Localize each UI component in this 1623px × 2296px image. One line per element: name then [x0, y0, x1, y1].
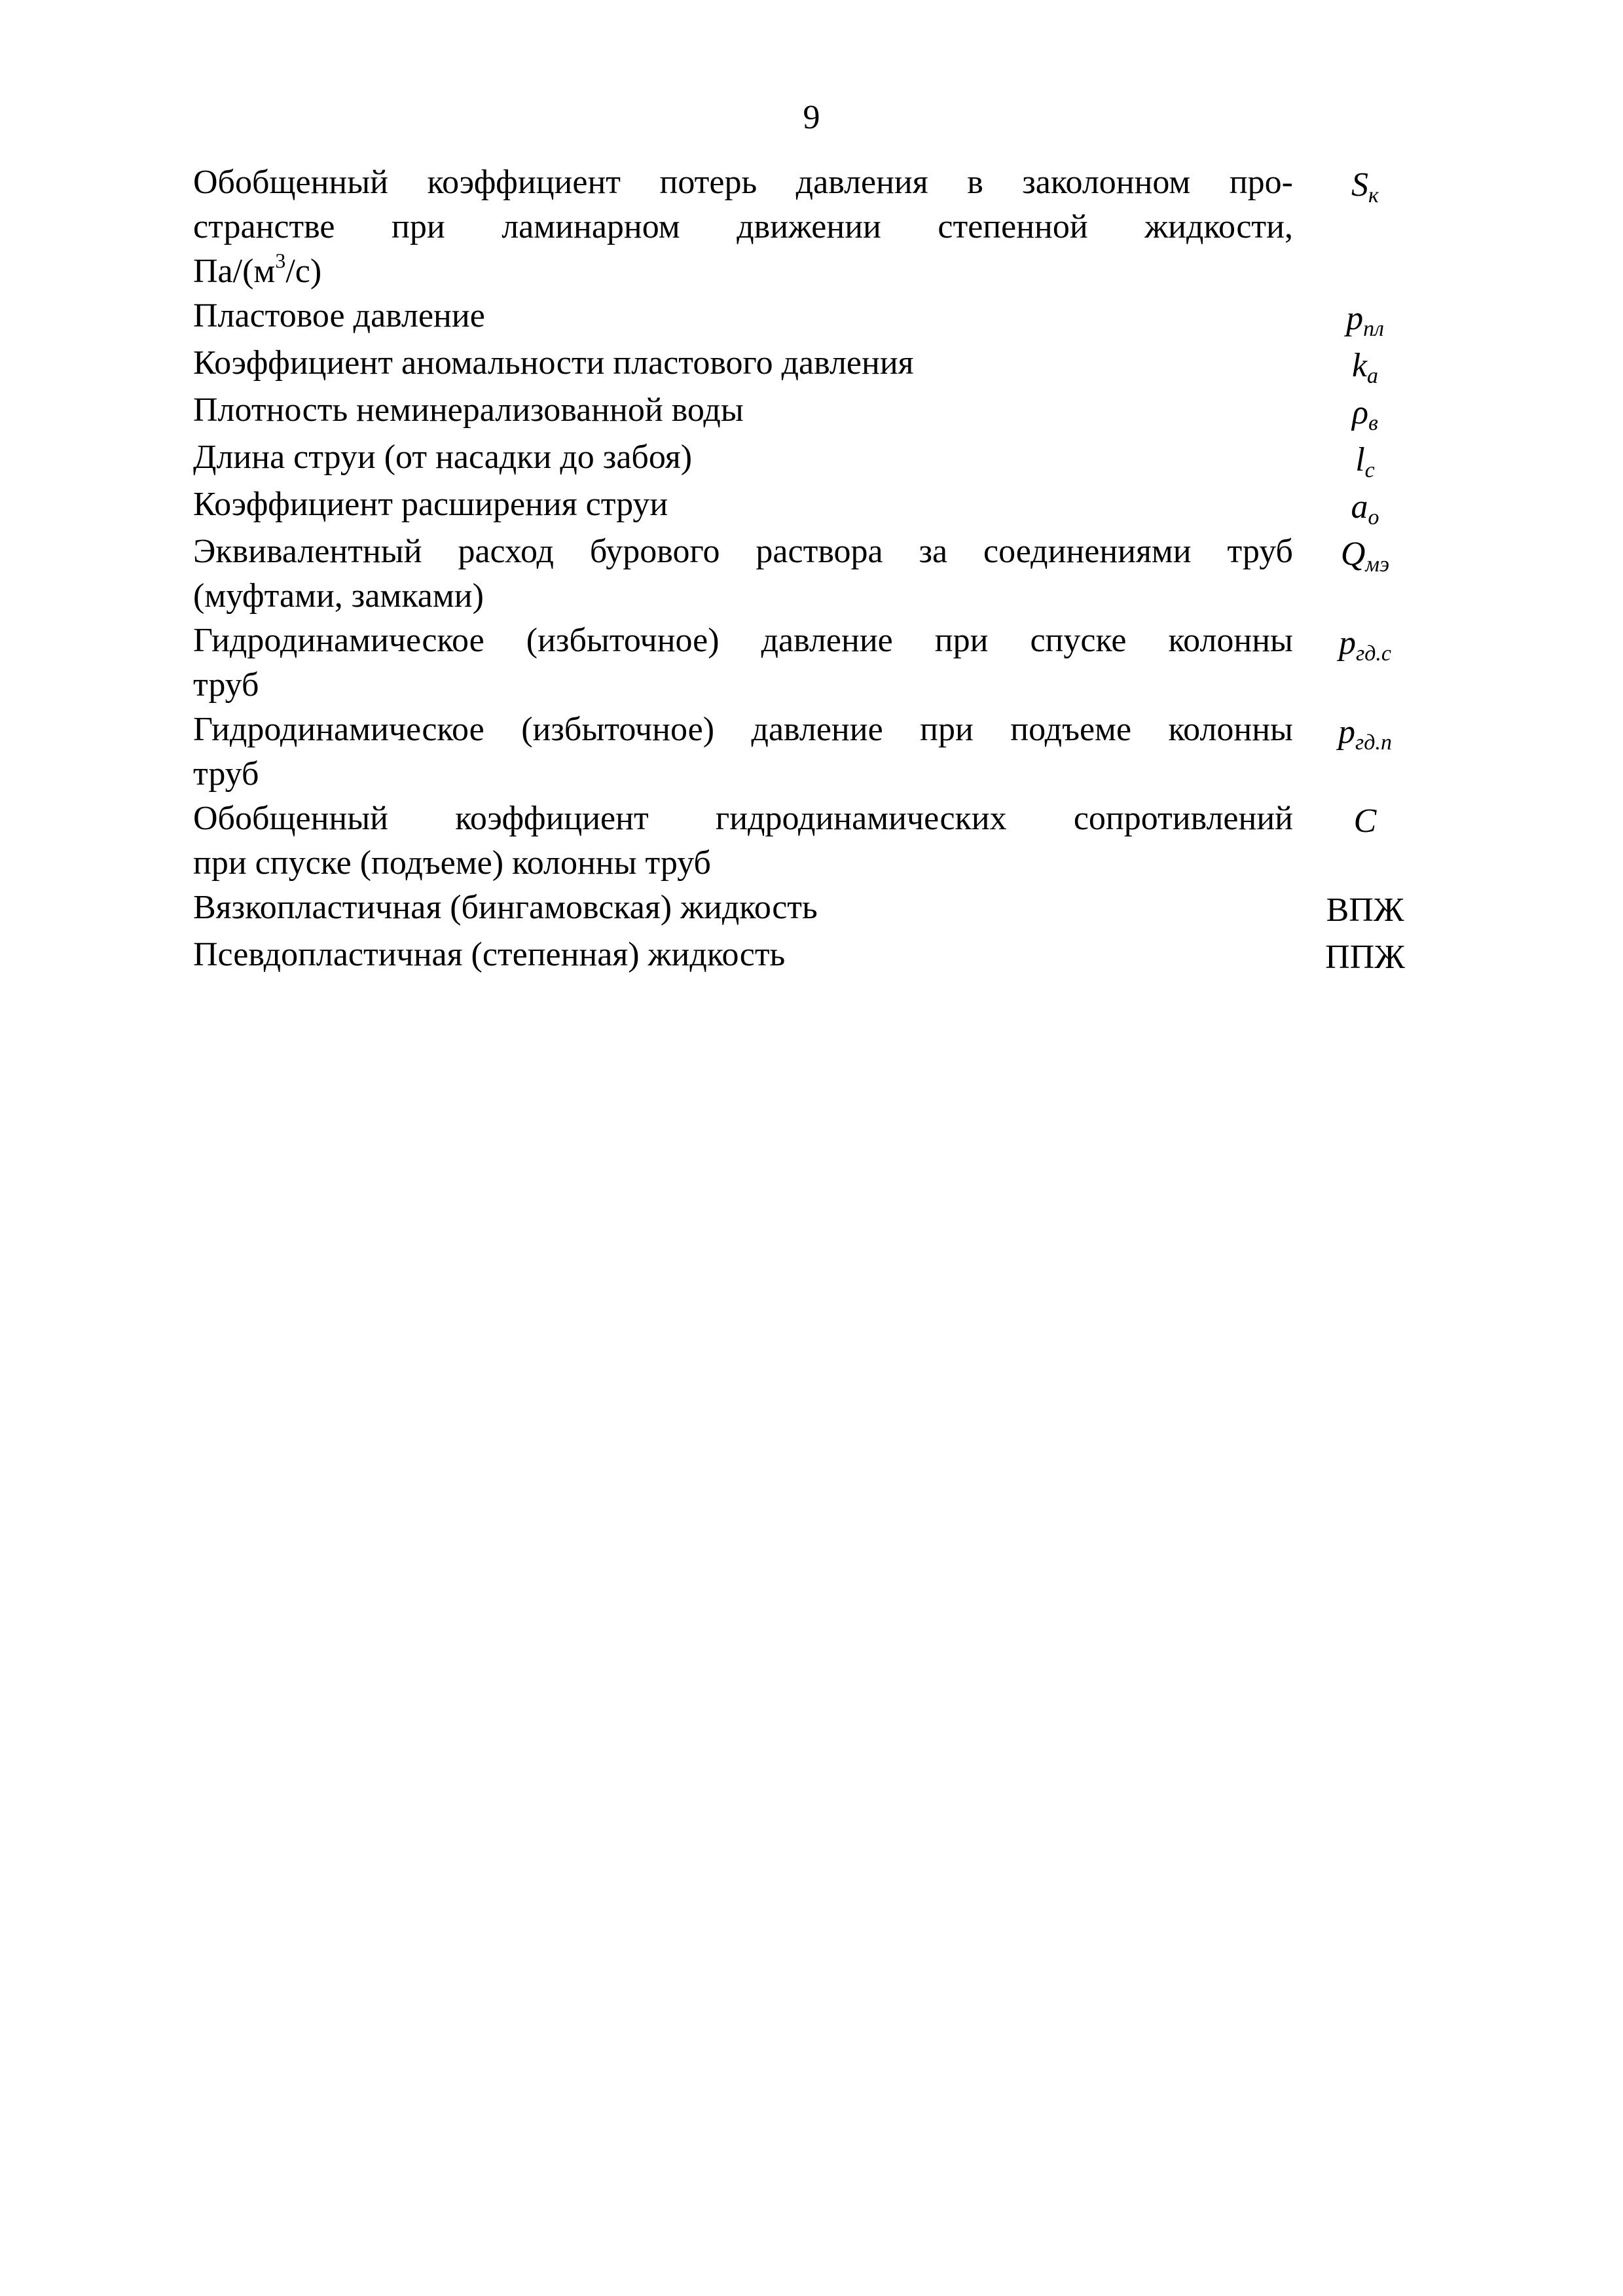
unit-suffix: /с)	[285, 253, 322, 290]
symbol-subscript: пл	[1363, 317, 1384, 341]
symbol-subscript: а	[1367, 364, 1379, 388]
term-line: Плотность неминерализованной воды	[193, 391, 744, 429]
symbol-base: k	[1351, 347, 1368, 384]
symbol-base: Q	[1340, 535, 1366, 573]
glossary-row	[193, 341, 1437, 388]
symbol-subscript: гд.с	[1355, 641, 1392, 666]
glossary-row	[193, 886, 1437, 933]
glossary-row	[193, 388, 1437, 435]
glossary-symbol	[1293, 529, 1437, 577]
glossary-row	[193, 294, 1437, 341]
glossary-term	[193, 388, 1293, 433]
unit-prefix: Па/(м	[193, 253, 276, 290]
symbol-base: S	[1351, 166, 1369, 204]
unit-exponent: 3	[275, 249, 286, 272]
glossary-row	[193, 435, 1437, 482]
term-line: странстве при ламинарном движении степенной жидкости,	[193, 208, 1293, 245]
term-line: Длина струи (от насадки до забоя)	[193, 439, 693, 476]
glossary-symbol	[1293, 619, 1437, 666]
symbol-base: l	[1355, 441, 1365, 478]
term-line: Эквивалентный расход бурового раствора за соединениями труб	[193, 533, 1293, 570]
term-line: Гидродинамическое (избыточное) давление при спуске колонны	[193, 622, 1293, 659]
glossary-symbol	[1293, 797, 1437, 844]
glossary-term	[193, 341, 1293, 386]
term-line: Вязкопластичная (бингамовская) жидкость	[193, 889, 818, 926]
symbol-subscript: с	[1364, 458, 1375, 482]
glossary-symbol	[1293, 160, 1437, 207]
symbol-base: p	[1338, 713, 1356, 751]
term-line: Пластовое давление	[193, 297, 485, 334]
term-line: при спуске (подъеме) колонны труб	[193, 844, 711, 882]
term-line: труб	[193, 755, 259, 793]
symbol-base: a	[1351, 488, 1368, 526]
glossary-term	[193, 435, 1293, 480]
symbol-subscript: мэ	[1365, 552, 1390, 577]
term-line: Псевдопластичная (степенная) жидкость	[193, 936, 786, 973]
term-line: Коэффициент аномальности пластового давления	[193, 344, 914, 382]
glossary-term	[193, 529, 1293, 619]
term-line: Коэффициент расширения струи	[193, 486, 668, 523]
symbol-base: p	[1346, 300, 1364, 337]
glossary-term	[193, 797, 1293, 886]
symbol-subscript: о	[1368, 505, 1379, 529]
glossary-symbol	[1293, 341, 1437, 388]
term-line: Обобщенный коэффициент гидродинамических сопротивлений	[193, 800, 1293, 837]
symbol-subscript: гд.п	[1355, 730, 1392, 755]
glossary-term	[193, 933, 1293, 977]
term-unit	[193, 249, 1293, 294]
symbol-glossary	[193, 160, 1437, 980]
glossary-symbol	[1293, 435, 1437, 482]
term-line: Гидродинамическое (избыточное) давление при подъеме колонны	[193, 711, 1293, 748]
glossary-symbol	[1293, 388, 1437, 435]
glossary-term	[193, 619, 1293, 708]
term-line: труб	[193, 666, 259, 704]
glossary-abbreviation: ВПЖ	[1326, 891, 1404, 929]
glossary-term	[193, 708, 1293, 797]
glossary-term	[193, 294, 1293, 338]
glossary-row	[193, 708, 1437, 797]
glossary-term	[193, 160, 1293, 294]
glossary-row	[193, 619, 1437, 708]
symbol-base: p	[1338, 624, 1356, 662]
glossary-row	[193, 797, 1437, 886]
term-line: Обобщенный коэффициент потерь давления в заколонном про-	[193, 164, 1293, 201]
glossary-symbol	[1293, 482, 1437, 529]
glossary-row	[193, 160, 1437, 294]
term-line: (муфтами, замками)	[193, 577, 484, 615]
symbol-base: C	[1353, 802, 1377, 840]
glossary-term	[193, 482, 1293, 527]
glossary-symbol	[1293, 294, 1437, 341]
symbol-base: ρ	[1352, 394, 1369, 431]
glossary-row	[193, 933, 1437, 980]
symbol-subscript: в	[1368, 411, 1378, 435]
glossary-row	[193, 482, 1437, 529]
glossary-symbol	[1293, 708, 1437, 755]
page-number: 9	[803, 99, 820, 136]
glossary-term	[193, 886, 1293, 930]
glossary-abbreviation: ППЖ	[1325, 939, 1405, 976]
glossary-row	[193, 529, 1437, 619]
symbol-subscript: к	[1368, 183, 1379, 207]
